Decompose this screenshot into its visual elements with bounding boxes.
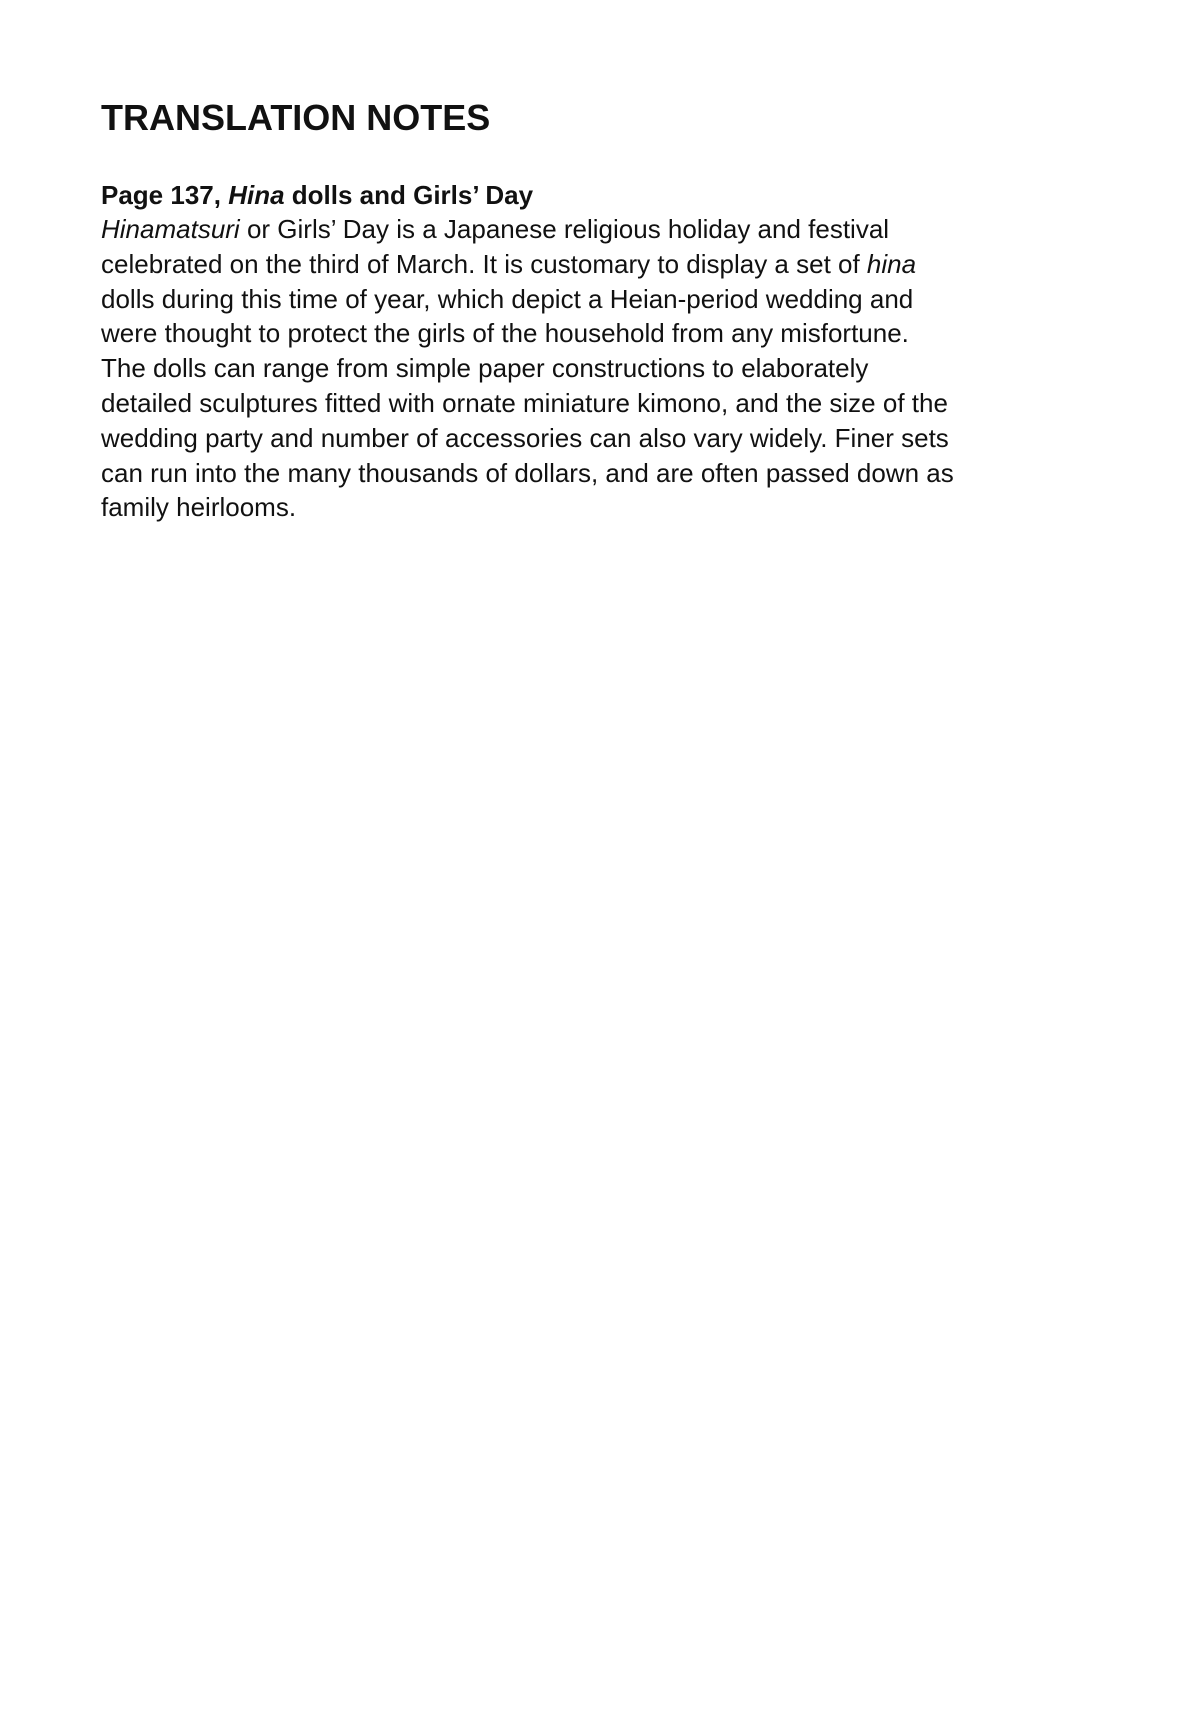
note-line-4: were thought to protect the girls of the household from any misfortune. bbox=[101, 318, 909, 349]
note-line-2-text: celebrated on the third of March. It is customary to display a set of bbox=[101, 248, 867, 279]
note-line-3: dolls during this time of year, which depict a Heian-period wedding and bbox=[101, 283, 914, 314]
note-line-8: can run into the many thousands of dollars, and are often passed down as bbox=[101, 457, 954, 488]
note-line-1-text: or Girls’ Day is a Japanese religious holiday and festival bbox=[239, 214, 890, 244]
note-line-1-italic: Hinamatsuri bbox=[101, 214, 240, 244]
translation-note bbox=[101, 178, 1111, 525]
note-title bbox=[101, 178, 1111, 212]
note-body bbox=[101, 212, 1111, 525]
page bbox=[101, 96, 1111, 525]
note-line-2-italic: hina bbox=[866, 248, 917, 279]
note-title-italic: Hina bbox=[228, 180, 285, 210]
note-line-2 bbox=[101, 247, 1111, 282]
note-title-prefix: Page 137, bbox=[101, 180, 229, 210]
note-line-5: The dolls can range from simple paper constructions to elaborately bbox=[101, 353, 869, 384]
note-line-6: detailed sculptures fitted with ornate miniature kimono, and the size of the bbox=[101, 387, 948, 418]
note-line-1 bbox=[101, 212, 1111, 247]
page-heading: TRANSLATION NOTES bbox=[101, 97, 491, 138]
note-line-9: family heirlooms. bbox=[101, 492, 297, 523]
note-title-suffix: dolls and Girls’ Day bbox=[284, 180, 534, 210]
note-line-7: wedding party and number of accessories can also vary widely. Finer sets bbox=[101, 422, 949, 453]
